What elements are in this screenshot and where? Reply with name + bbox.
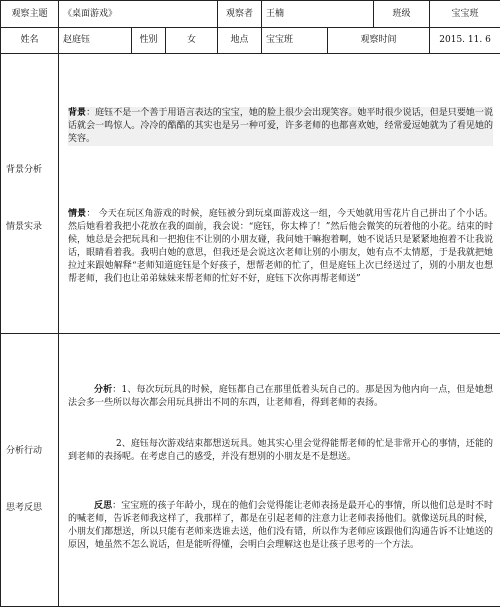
reflection-paragraph xyxy=(68,500,493,552)
analysis-paragraph-2 xyxy=(68,438,493,464)
gender-value: 女 xyxy=(166,28,218,54)
class-label: 班级 xyxy=(374,1,430,28)
observer-value: 王楠 xyxy=(262,1,374,28)
section2-content-cell xyxy=(59,334,500,607)
observer-label: 观察者 xyxy=(218,1,262,28)
analysis-title: 分析 xyxy=(94,385,113,395)
name-label: 姓名 xyxy=(1,28,59,54)
reflection-label: 思考反思 xyxy=(6,503,43,513)
section1-content-cell xyxy=(59,54,500,334)
time-label: 观察时间 xyxy=(328,28,430,54)
background-paragraph xyxy=(68,107,493,146)
analysis-action-label: 分析行动 xyxy=(6,446,43,456)
topic-label: 观察主题 xyxy=(1,1,59,28)
analysis-paragraph-1 xyxy=(68,384,493,410)
section-analysis-reflection xyxy=(1,334,500,607)
analysis-text-1: ：1、每次玩玩具的时候，庭钰都自己在那里低着头玩自己的。那是因为他内向一点，但是她想法会多一些所以每次都会用玩具拼出不同的东西，让老师看，得到老师的表扬。 xyxy=(68,385,493,408)
section-background-record xyxy=(1,54,500,334)
section2-label-cell xyxy=(1,334,59,607)
header-row-1 xyxy=(1,1,500,28)
header-row-2 xyxy=(1,28,500,54)
reflection-title: 反思 xyxy=(94,501,113,511)
topic-value: 《桌面游戏》 xyxy=(59,1,218,28)
record-paragraph xyxy=(68,208,493,286)
class-value: 宝宝班 xyxy=(430,1,500,28)
analysis-text-2: 2、庭钰每次游戏结束都想送玩具。她其实心里会觉得能帮老师的忙是非常开心的事情，还能的到老师的表扬呢。在考虑自己的感受，并没有想别的小朋友是不是想送。 xyxy=(68,439,493,462)
gender-label: 性别 xyxy=(132,28,166,54)
place-value: 宝宝班 xyxy=(262,28,328,54)
background-title: 背景 xyxy=(68,108,87,118)
place-label: 地点 xyxy=(218,28,262,54)
background-analysis-label: 背景分析 xyxy=(6,165,43,175)
scene-record-label: 情景实录 xyxy=(6,222,43,232)
time-value: 2015. 11. 6 xyxy=(430,28,500,54)
reflection-text: ：宝宝班的孩子年龄小，现在的他们会觉得能让老师表扬是最开心的事情，所以他们总是时不时的喊老师，告诉老师我这样了，我那样了，都是在引起老师的注意力让老师表扬他们。就像送玩具的时候，小朋友们都想送，所以只能有老师来选谁去送，他们没有错，所以作为老师应该跟他们沟通告诉不让她送的原因，她虽然不怎么说话，但是能听得懂，会明白会理解这也是让孩子思考的一个方法。 xyxy=(68,501,493,550)
record-title: 情景 xyxy=(68,209,87,219)
record-text: ： 今天在玩区角游戏的时候，庭钰被分到玩桌面游戏这一组，今天她就用雪花片自己拼出了个小话。然后她看着我把小花放在我的面前，我会说：“庭钰，你太棒了！”然后他会微笑的玩着他的小花。结束的时候，她总是会把玩具和一把抱住不让别的小朋友碰，我问她干嘛抱着啊，她不说话只是紧紧地抱着不让我说话，眼睛看着我。我明白她的意思，但我还是会说这次老师让别的小朋友，她有点不太情愿，于是我就把她拉过来跟她解释“老师知道庭钰是个好孩子，想帮老师的忙了，但是庭钰上次已经送过了，别的小朋友也想帮老师，我们也让弟弟妹妹来帮老师的忙好不好，庭钰下次你再帮老师送” xyxy=(68,209,493,284)
section1-label-cell xyxy=(1,54,59,334)
name-value: 赵庭钰 xyxy=(59,28,132,54)
background-text: ：庭钰不是一个善于用语言表达的宝宝，她的脸上很少会出现笑容。她平时很少说话，但是只要她一说话就会一鸣惊人。冷冷的酷酷的其实也是另一种可爱，许多老师的也都喜欢她，经常爱逗她就为了看见她的笑容。 xyxy=(68,108,493,144)
